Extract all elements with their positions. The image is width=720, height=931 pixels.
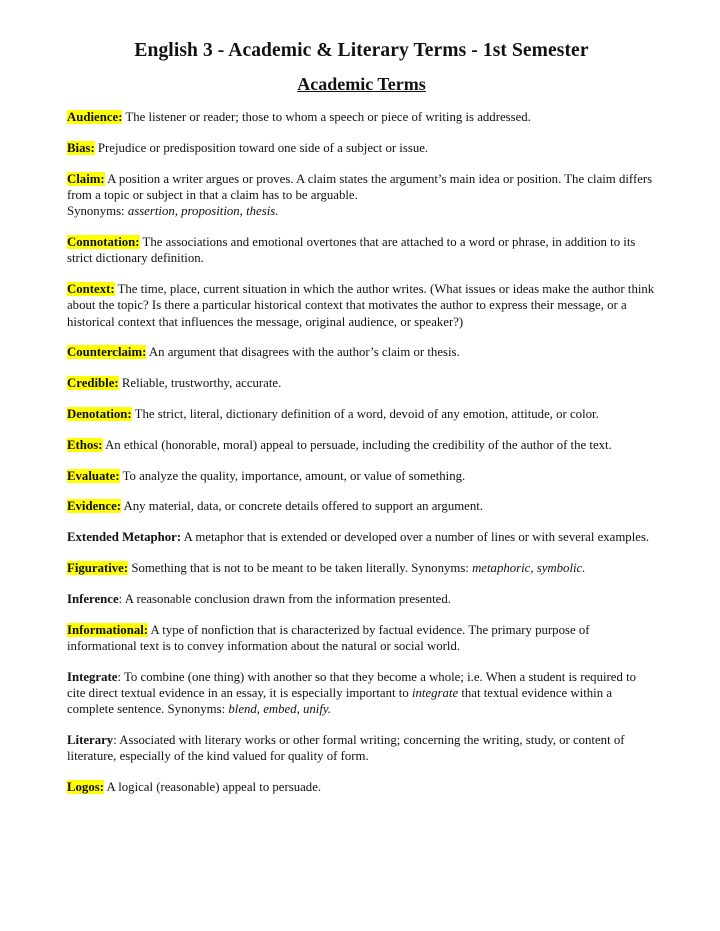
definition-text: Something that is not to be meant to be taken literally. Synonyms: [128, 561, 473, 576]
glossary-entry [67, 109, 656, 125]
term-label: Informational: [67, 622, 149, 637]
term-label: Connotation: [67, 234, 140, 249]
term-label: Denotation: [67, 407, 132, 422]
definition-italic-text: blend, embed, unify. [228, 702, 332, 717]
definition-text: To analyze the quality, importance, amount, or value of something. [119, 468, 466, 483]
definition-text: : A reasonable conclusion drawn from the information presented. [118, 591, 451, 606]
definition-italic-text: integrate [411, 686, 459, 701]
definition-italic-text: assertion, proposition, thesis. [127, 204, 279, 219]
definition-text: The strict, literal, dictionary definition of a word, devoid of any emotion, attitude, or color. [131, 407, 599, 422]
glossary-entry [67, 140, 656, 156]
glossary-entry [67, 344, 656, 360]
definition-text: A type of nonfiction that is characterized by factual evidence. The primary purpose of informational text is to convey information about the natural or social world. [67, 622, 590, 653]
glossary-entry [67, 529, 656, 545]
definition-text: : Associated with literary works or other formal writing; concerning the writing, study, or content of literature, especially of the kind valued for quality of form. [67, 733, 625, 764]
term-label: Ethos: [67, 437, 103, 452]
glossary-entry [67, 468, 656, 484]
definition-text: An argument that disagrees with the author’s claim or thesis. [146, 345, 460, 360]
glossary-entry [67, 498, 656, 514]
term-label: Logos: [67, 780, 104, 795]
term-label: Extended Metaphor: [67, 530, 182, 545]
glossary-entry [67, 437, 656, 453]
glossary-entry [67, 234, 656, 267]
glossary-entry [67, 591, 656, 607]
definition-italic-text: metaphoric, symbolic. [472, 561, 586, 576]
term-label: Claim: [67, 171, 105, 186]
definition-text: Any material, data, or concrete details offered to support an argument. [121, 499, 484, 514]
term-label: Audience: [67, 110, 123, 124]
glossary-entry [67, 622, 656, 655]
definition-text: Reliable, trustworthy, accurate. [118, 376, 282, 391]
glossary-list [67, 109, 656, 796]
definition-text: The time, place, current situation in which the author writes. (What issues or ideas make the author think about the topic? Is there a particular historical context that motivates the author to express their message, or a historical context that influences the message, original audience, or speaker?) [67, 282, 655, 329]
glossary-entry [67, 281, 656, 330]
term-label: Literary [67, 733, 114, 748]
document-title: English 3 - Academic & Literary Terms - 1st Semester [134, 40, 589, 61]
term-label: Integrate [67, 669, 118, 684]
glossary-entry [67, 732, 656, 765]
definition-text: The listener or reader; those to whom a speech or piece of writing is addressed. [122, 110, 531, 124]
glossary-entry [67, 669, 656, 718]
glossary-entry [67, 406, 656, 422]
term-label: Credible: [67, 376, 119, 391]
glossary-entry [67, 171, 656, 220]
term-label: Inference [67, 591, 119, 606]
definition-text: A position a writer argues or proves. A claim states the argument’s main idea or position. The claim differs from a topic or subject in that a claim has to be arguable. [67, 171, 653, 202]
definition-text: : To combine (one thing) with another so that they become a whole; i.e. When a student is required to cite direct textual evidence in an essay, it is especially important to [67, 669, 637, 701]
definition-text: that textual evidence within a complete sentence. Synonyms: [67, 686, 613, 717]
glossary-entry [67, 779, 656, 795]
glossary-entry [67, 375, 656, 391]
glossary-entry [67, 560, 656, 576]
term-label: Figurative: [67, 561, 129, 576]
definition-text: A metaphor that is extended or developed over a number of lines or with several examples. [181, 530, 650, 545]
definition-text: A logical (reasonable) appeal to persuade. [103, 780, 322, 795]
definition-text: Synonyms: [67, 204, 128, 219]
term-label: Evidence: [67, 499, 122, 514]
definition-text: Prejudice or predisposition toward one side of a subject or issue. [94, 140, 429, 155]
definition-text: An ethical (honorable, moral) appeal to persuade, including the credibility of the author of the text. [102, 437, 612, 452]
term-label: Evaluate: [67, 468, 120, 483]
section-heading: Academic Terms [297, 74, 426, 94]
term-label: Bias: [67, 140, 95, 155]
definition-text: The associations and emotional overtones that are attached to a word or phrase, in addition to its strict dictionary definition. [67, 234, 636, 266]
term-label: Counterclaim: [67, 345, 147, 360]
term-label: Context: [67, 282, 115, 297]
